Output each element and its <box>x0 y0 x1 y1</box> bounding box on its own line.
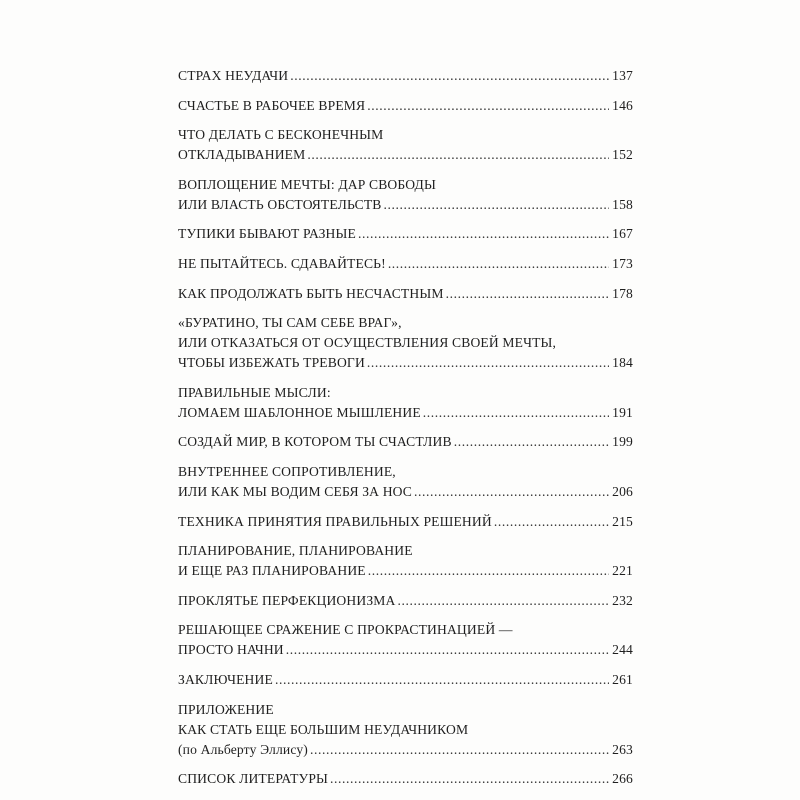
toc-title-text: СОЗДАЙ МИР, В КОТОРОМ ТЫ СЧАСТЛИВ <box>178 434 452 450</box>
toc-entry-line <box>178 333 633 353</box>
page-number: 263 <box>612 741 633 757</box>
dot-leader <box>275 670 609 690</box>
toc-entry <box>178 620 633 660</box>
toc-entry-final-line <box>178 195 633 215</box>
toc-entry-final-line <box>178 740 633 760</box>
dot-leader <box>368 561 609 581</box>
page-number: 158 <box>612 196 633 212</box>
page-number: 206 <box>612 483 633 499</box>
toc-title-text: НЕ ПЫТАЙТЕСЬ. СДАВАЙТЕСЬ! <box>178 255 386 271</box>
toc-title-text: ЛОМАЕМ ШАБЛОННОЕ МЫШЛЕНИЕ <box>178 404 421 420</box>
toc-title-text: ЧТО ДЕЛАТЬ С БЕСКОНЕЧНЫМ <box>178 127 384 143</box>
dot-leader <box>414 482 609 502</box>
toc-entry-final-line <box>178 670 633 690</box>
toc-title-text: СЧАСТЬЕ В РАБОЧЕЕ ВРЕМЯ <box>178 97 366 113</box>
toc-entry-final-line <box>178 512 633 532</box>
toc-title-text: КАК ПРОДОЛЖАТЬ БЫТЬ НЕСЧАСТНЫМ <box>178 285 444 301</box>
dot-leader <box>358 224 609 244</box>
toc-title-text: (по Альберту Эллису) <box>178 741 308 757</box>
toc-entry <box>178 700 633 760</box>
toc-entry-line <box>178 720 633 740</box>
page-number: 232 <box>612 592 633 608</box>
toc-title-text: ТУПИКИ БЫВАЮТ РАЗНЫЕ <box>178 226 356 242</box>
page-number: 173 <box>612 255 633 271</box>
dot-leader <box>286 640 609 660</box>
toc-title-text: «БУРАТИНО, ТЫ САМ СЕБЕ ВРАГ», <box>178 315 402 331</box>
toc-title-text: ИЛИ КАК МЫ ВОДИМ СЕБЯ ЗА НОС <box>178 483 413 499</box>
toc-title-text: СПИСОК ЛИТЕРАТУРЫ <box>178 771 329 787</box>
toc-entry <box>178 512 633 532</box>
toc-entry-final-line <box>178 591 633 611</box>
table-of-contents <box>178 66 633 799</box>
toc-title-text: ВОПЛОЩЕНИЕ МЕЧТЫ: ДАР СВОБОДЫ <box>178 176 436 192</box>
toc-entry-final-line <box>178 561 633 581</box>
toc-entry <box>178 313 633 373</box>
toc-title-text: КАК СТАТЬ ЕЩЕ БОЛЬШИМ НЕУДАЧНИКОМ <box>178 721 469 737</box>
toc-entry-line <box>178 541 633 561</box>
toc-entry <box>178 670 633 690</box>
page-number: 152 <box>612 147 633 163</box>
toc-title-text: ТЕХНИКА ПРИНЯТИЯ ПРАВИЛЬНЫХ РЕШЕНИЙ <box>178 513 492 529</box>
toc-entry <box>178 66 633 86</box>
dot-leader <box>423 403 609 423</box>
toc-entry-final-line <box>178 640 633 660</box>
dot-leader <box>367 96 609 116</box>
toc-entry <box>178 383 633 423</box>
toc-entry <box>178 541 633 581</box>
toc-entry-line <box>178 383 633 403</box>
toc-entry-line <box>178 175 633 195</box>
toc-entry-final-line <box>178 284 633 304</box>
toc-title-text: ЧТОБЫ ИЗБЕЖАТЬ ТРЕВОГИ <box>178 355 365 371</box>
toc-entry-final-line <box>178 482 633 502</box>
page-number: 215 <box>612 513 633 529</box>
dot-leader <box>454 432 609 452</box>
page-number: 261 <box>612 671 633 687</box>
toc-entry <box>178 224 633 244</box>
toc-entry-line <box>178 313 633 333</box>
toc-entry <box>178 96 633 116</box>
dot-leader <box>384 195 609 215</box>
page-number: 178 <box>612 285 633 301</box>
dot-leader <box>307 145 609 165</box>
dot-leader <box>397 591 609 611</box>
toc-entry-final-line <box>178 769 633 789</box>
toc-title-text: ПРОКЛЯТЬЕ ПЕРФЕКЦИОНИЗМА <box>178 592 396 608</box>
toc-title-text: ОТКЛАДЫВАНИЕМ <box>178 147 306 163</box>
toc-entry-final-line <box>178 66 633 86</box>
toc-entry <box>178 462 633 502</box>
toc-title-text: РЕШАЮЩЕЕ СРАЖЕНИЕ С ПРОКРАСТИНАЦИЕЙ — <box>178 622 513 638</box>
dot-leader <box>310 740 609 760</box>
toc-entry <box>178 432 633 452</box>
toc-entry <box>178 125 633 165</box>
dot-leader <box>330 769 609 789</box>
page-number: 137 <box>612 68 633 83</box>
toc-entry-line <box>178 462 633 482</box>
page-number: 244 <box>612 642 633 658</box>
dot-leader <box>388 254 609 274</box>
toc-title-text: ПРАВИЛЬНЫЕ МЫСЛИ: <box>178 384 331 400</box>
toc-title-text: ЗАКЛЮЧЕНИЕ <box>178 671 273 687</box>
toc-entry-final-line <box>178 145 633 165</box>
toc-title-text: И ЕЩЕ РАЗ ПЛАНИРОВАНИЕ <box>178 563 366 579</box>
toc-entry <box>178 769 633 789</box>
toc-entry-final-line <box>178 254 633 274</box>
toc-entry <box>178 254 633 274</box>
toc-title-text: ПРИЛОЖЕНИЕ <box>178 701 274 717</box>
page-number: 199 <box>612 434 633 450</box>
toc-entry <box>178 284 633 304</box>
dot-leader <box>446 284 609 304</box>
toc-entry-final-line <box>178 224 633 244</box>
toc-title-text: ВНУТРЕННЕЕ СОПРОТИВЛЕНИЕ, <box>178 463 396 479</box>
toc-title-text: СТРАХ НЕУДАЧИ <box>178 68 289 83</box>
toc-entry-line <box>178 620 633 640</box>
toc-title-text: ПРОСТО НАЧНИ <box>178 642 284 658</box>
toc-entry-final-line <box>178 403 633 423</box>
toc-entry-line <box>178 125 633 145</box>
dot-leader <box>290 66 609 86</box>
toc-entry-line <box>178 700 633 720</box>
page-number: 266 <box>612 771 633 787</box>
page-number: 221 <box>612 563 633 579</box>
toc-entry-final-line <box>178 96 633 116</box>
toc-title-text: ИЛИ ОТКАЗАТЬСЯ ОТ ОСУЩЕСТВЛЕНИЯ СВОЕЙ МЕЧТЫ, <box>178 335 557 351</box>
toc-entry <box>178 175 633 215</box>
toc-entry-final-line <box>178 353 633 373</box>
toc-title-text: ПЛАНИРОВАНИЕ, ПЛАНИРОВАНИЕ <box>178 543 413 559</box>
toc-entry <box>178 591 633 611</box>
page-number: 191 <box>612 404 633 420</box>
page-number: 146 <box>612 97 633 113</box>
page-number: 167 <box>612 226 633 242</box>
toc-entry-final-line <box>178 432 633 452</box>
dot-leader <box>494 512 609 532</box>
dot-leader <box>367 353 609 373</box>
page-number: 184 <box>612 355 633 371</box>
toc-title-text: ИЛИ ВЛАСТЬ ОБСТОЯТЕЛЬСТВ <box>178 196 382 212</box>
